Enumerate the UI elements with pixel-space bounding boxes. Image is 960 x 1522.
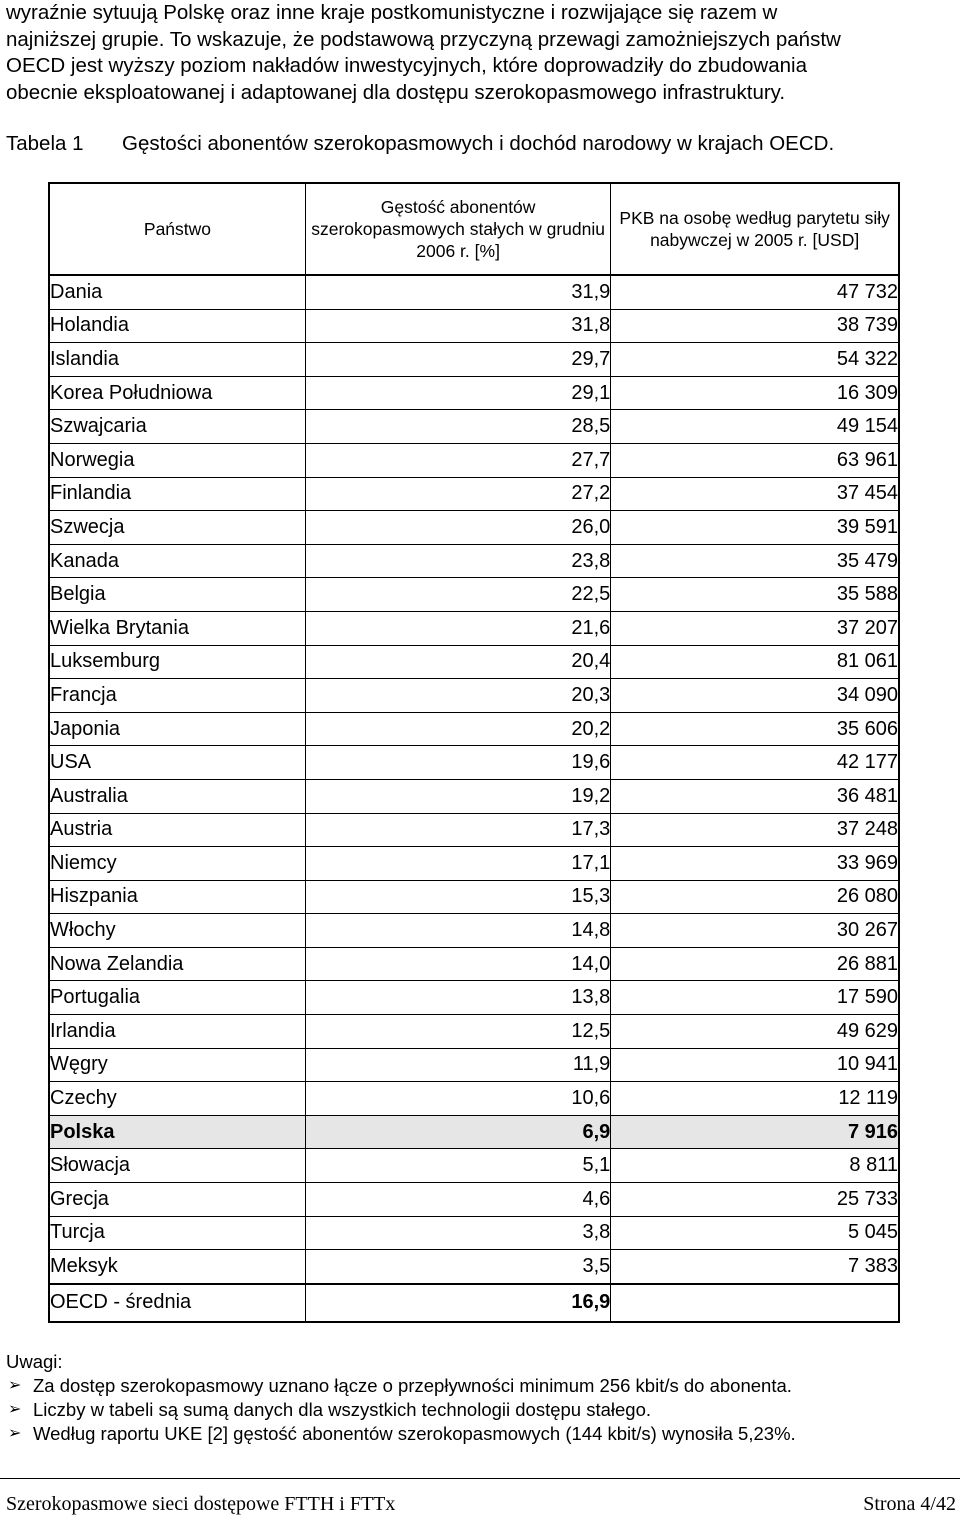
cell-density: 17,1 [305, 847, 610, 881]
cell-country: Kanada [49, 544, 305, 578]
cell-country: Portugalia [49, 981, 305, 1015]
table-row [49, 410, 899, 444]
table-row [49, 1149, 899, 1183]
note-text: Według raportu UKE [2] gęstość abonentów szerokopasmowych (144 kbit/s) wynosiła 5,23%. [33, 1423, 796, 1444]
cell-density: 12,5 [305, 1015, 610, 1049]
cell-density: 14,8 [305, 914, 610, 948]
cell-country: Włochy [49, 914, 305, 948]
cell-country: Meksyk [49, 1250, 305, 1284]
cell-country: Belgia [49, 578, 305, 612]
table-row [49, 275, 899, 309]
cell-country: Wielka Brytania [49, 611, 305, 645]
note-text: Liczby w tabeli są sumą danych dla wszystkich technologii dostępu stałego. [33, 1399, 652, 1420]
note-item [6, 1374, 796, 1398]
cell-country: Islandia [49, 343, 305, 377]
note-item [6, 1422, 796, 1446]
cell-pkb: 7 383 [611, 1250, 899, 1284]
cell-density: 17,3 [305, 813, 610, 847]
note-item [6, 1398, 796, 1422]
cell-pkb: 37 207 [611, 611, 899, 645]
notes-section [6, 1350, 796, 1446]
intro-line: wyraźnie sytuują Polskę oraz inne kraje postkomunistyczne i rozwijające się razem w [6, 1, 778, 24]
cell-country: Słowacja [49, 1149, 305, 1183]
cell-country: Polska [49, 1115, 305, 1149]
cell-density: 27,7 [305, 443, 610, 477]
cell-pkb: 36 481 [611, 779, 899, 813]
table-body [49, 275, 899, 1322]
cell-density: 13,8 [305, 981, 610, 1015]
arrow-bullet-icon: ➢ [8, 1377, 22, 1394]
cell-country: USA [49, 746, 305, 780]
cell-density: 4,6 [305, 1183, 610, 1217]
table-caption-label: Tabela 1 [6, 132, 84, 155]
table-row [49, 746, 899, 780]
intro-line: najniższej grupie. To wskazuje, że podstawową przyczyną przewagi zamożniejszych państw [6, 27, 841, 51]
intro-line-last: obecnie eksploatowanej i adaptowanej dla dostępu szerokopasmowego infrastruktury. [6, 80, 786, 104]
arrow-bullet-icon: ➢ [8, 1401, 22, 1418]
cell-pkb: 12 119 [611, 1082, 899, 1116]
cell-density: 15,3 [305, 880, 610, 914]
table-row [49, 578, 899, 612]
note-text: Za dostęp szerokopasmowy uznano łącze o przepływności minimum 256 kbit/s do abonenta. [33, 1375, 792, 1396]
cell-density: 20,4 [305, 645, 610, 679]
table-row [49, 880, 899, 914]
notes-list [6, 1374, 796, 1446]
cell-country: Holandia [49, 309, 305, 343]
header-pkb: PKB na osobę według parytetu siły nabywczej w 2005 r. [USD] [611, 183, 899, 275]
cell-country: Niemcy [49, 847, 305, 881]
table-row [49, 1216, 899, 1250]
cell-pkb: 35 479 [611, 544, 899, 578]
table-row [49, 981, 899, 1015]
cell-pkb: 54 322 [611, 343, 899, 377]
cell-pkb: 33 969 [611, 847, 899, 881]
table-row-highlighted [49, 1115, 899, 1149]
table-row [49, 1015, 899, 1049]
cell-country: Australia [49, 779, 305, 813]
table-row [49, 309, 899, 343]
cell-density: 11,9 [305, 1048, 610, 1082]
arrow-bullet-icon: ➢ [8, 1425, 22, 1442]
cell-country: Norwegia [49, 443, 305, 477]
cell-pkb: 8 811 [611, 1149, 899, 1183]
cell-pkb: 10 941 [611, 1048, 899, 1082]
header-country: Państwo [49, 183, 305, 275]
cell-density: 27,2 [305, 477, 610, 511]
cell-pkb: 35 606 [611, 712, 899, 746]
table-header-row [49, 183, 899, 275]
table-row [49, 544, 899, 578]
table-row [49, 511, 899, 545]
table-row [49, 477, 899, 511]
cell-density: 5,1 [305, 1149, 610, 1183]
cell-density: 3,5 [305, 1250, 610, 1284]
cell-pkb: 34 090 [611, 679, 899, 713]
cell-density: 21,6 [305, 611, 610, 645]
table-row [49, 611, 899, 645]
cell-density: 14,0 [305, 947, 610, 981]
cell-density: 10,6 [305, 1082, 610, 1116]
cell-density: 26,0 [305, 511, 610, 545]
page-footer [0, 1478, 960, 1522]
cell-pkb: 16 309 [611, 376, 899, 410]
cell-pkb: 63 961 [611, 443, 899, 477]
table-row [49, 914, 899, 948]
table-row [49, 343, 899, 377]
cell-pkb: 37 454 [611, 477, 899, 511]
oecd-broadband-table [48, 182, 900, 1323]
cell-pkb: 37 248 [611, 813, 899, 847]
notes-title: Uwagi: [6, 1351, 63, 1372]
cell-pkb: 26 080 [611, 880, 899, 914]
cell-density: 23,8 [305, 544, 610, 578]
cell-pkb: 47 732 [611, 275, 899, 309]
table-row [49, 847, 899, 881]
cell-density: 20,2 [305, 712, 610, 746]
table-row [49, 679, 899, 713]
cell-country: Dania [49, 275, 305, 309]
cell-country: Czechy [49, 1082, 305, 1116]
intro-paragraph [6, 0, 956, 106]
table-row [49, 1250, 899, 1284]
cell-pkb: 38 739 [611, 309, 899, 343]
cell-density: 19,6 [305, 746, 610, 780]
header-density: Gęstość abonentów szerokopasmowych stałych w grudniu 2006 r. [%] [305, 183, 610, 275]
cell-pkb [611, 1284, 899, 1322]
cell-pkb: 35 588 [611, 578, 899, 612]
cell-country: Korea Południowa [49, 376, 305, 410]
cell-density: 16,9 [305, 1284, 610, 1322]
cell-country: Węgry [49, 1048, 305, 1082]
cell-pkb: 25 733 [611, 1183, 899, 1217]
table-row [49, 813, 899, 847]
table-row [49, 1082, 899, 1116]
cell-density: 6,9 [305, 1115, 610, 1149]
table-row [49, 779, 899, 813]
cell-density: 20,3 [305, 679, 610, 713]
cell-density: 19,2 [305, 779, 610, 813]
table-row [49, 1048, 899, 1082]
cell-country: Szwecja [49, 511, 305, 545]
footer-page-number: Strona 4/42 [863, 1493, 956, 1515]
table-caption-text: Gęstości abonentów szerokopasmowych i dochód narodowy w krajach OECD. [122, 132, 835, 155]
cell-density: 22,5 [305, 578, 610, 612]
cell-country: OECD - średnia [49, 1284, 305, 1322]
cell-density: 31,8 [305, 309, 610, 343]
cell-pkb: 81 061 [611, 645, 899, 679]
cell-pkb: 30 267 [611, 914, 899, 948]
cell-country: Grecja [49, 1183, 305, 1217]
footer-title: Szerokopasmowe sieci dostępowe FTTH i FTTx [6, 1493, 396, 1515]
cell-pkb: 17 590 [611, 981, 899, 1015]
table-row [49, 947, 899, 981]
cell-density: 3,8 [305, 1216, 610, 1250]
cell-country: Irlandia [49, 1015, 305, 1049]
table-row [49, 376, 899, 410]
cell-country: Austria [49, 813, 305, 847]
cell-density: 29,1 [305, 376, 610, 410]
cell-pkb: 49 154 [611, 410, 899, 444]
cell-country: Turcja [49, 1216, 305, 1250]
table-row [49, 1183, 899, 1217]
cell-pkb: 26 881 [611, 947, 899, 981]
table-row [49, 645, 899, 679]
table-caption [6, 130, 834, 158]
cell-density: 28,5 [305, 410, 610, 444]
cell-density: 29,7 [305, 343, 610, 377]
cell-country: Francja [49, 679, 305, 713]
cell-pkb: 7 916 [611, 1115, 899, 1149]
cell-country: Finlandia [49, 477, 305, 511]
table-row [49, 712, 899, 746]
cell-pkb: 39 591 [611, 511, 899, 545]
cell-country: Luksemburg [49, 645, 305, 679]
cell-country: Nowa Zelandia [49, 947, 305, 981]
cell-country: Japonia [49, 712, 305, 746]
table-row-average [49, 1284, 899, 1322]
cell-density: 31,9 [305, 275, 610, 309]
cell-pkb: 49 629 [611, 1015, 899, 1049]
intro-line: OECD jest wyższy poziom nakładów inwestycyjnych, które doprowadziły do zbudowania [6, 54, 807, 77]
cell-pkb: 42 177 [611, 746, 899, 780]
table-row [49, 443, 899, 477]
cell-pkb: 5 045 [611, 1216, 899, 1250]
cell-country: Szwajcaria [49, 410, 305, 444]
cell-country: Hiszpania [49, 880, 305, 914]
